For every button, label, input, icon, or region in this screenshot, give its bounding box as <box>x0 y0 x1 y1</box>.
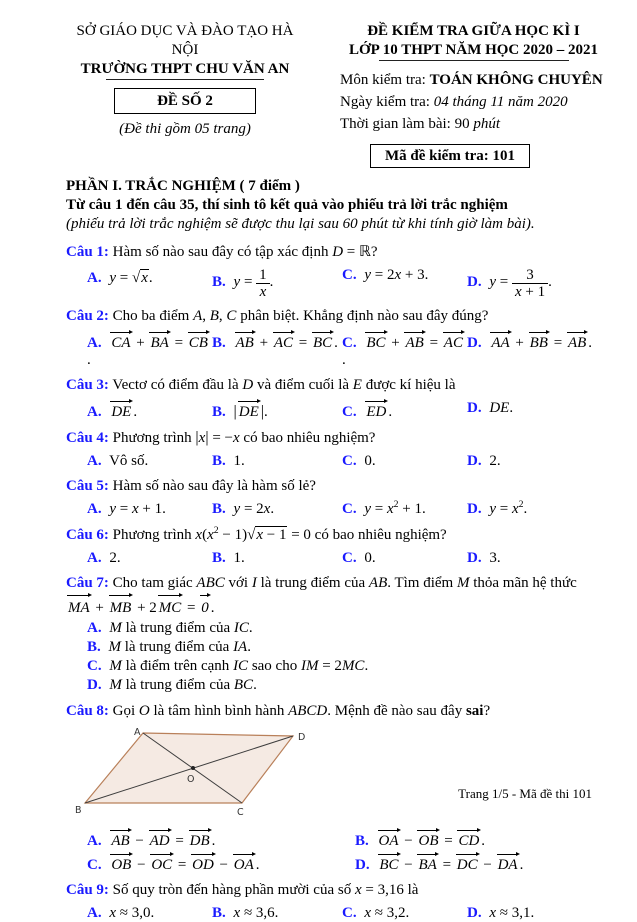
option-letter: D. <box>467 400 482 417</box>
question-3 <box>66 375 607 421</box>
question-text: Vectơ có điểm đầu là D và điểm cuối là E được kí hiệu là <box>112 377 456 394</box>
option-c <box>342 331 467 369</box>
question-stem <box>66 880 607 901</box>
option-b <box>212 550 342 567</box>
vertex-label-a: A <box>134 727 141 739</box>
option-letter: C. <box>342 335 357 352</box>
option-c <box>342 550 467 567</box>
department-name: SỞ GIÁO DỤC VÀ ĐÀO TẠO HÀ NỘI <box>76 23 294 58</box>
subject-line: Môn kiểm tra: TOÁN KHÔNG CHUYÊN <box>340 72 603 88</box>
option-letter: D. <box>467 274 482 291</box>
option-letter: B. <box>87 639 101 656</box>
question-number: Câu 6: <box>66 527 109 544</box>
option-text: M là trung điểm của IC. <box>109 620 253 637</box>
instruction-line: Từ câu 1 đến câu 35, thí sinh tô kết quả vào phiếu trả lời trắc nghiệm <box>66 197 508 213</box>
option-letter: B. <box>212 453 226 470</box>
option-d <box>467 453 607 470</box>
option-a <box>87 829 355 850</box>
option-text: $y = x^2 + 1$. <box>364 499 426 518</box>
option-letter: B. <box>355 833 369 850</box>
option-letter: A. <box>87 550 102 567</box>
option-text: 2. <box>489 453 501 470</box>
question-stem <box>66 427 607 449</box>
option-text: M là điểm trên cạnh IC sao cho IM = 2MC. <box>109 658 369 675</box>
option-text: y = 2x + 3. <box>364 267 429 283</box>
question-7 <box>66 573 607 695</box>
option-a <box>87 501 212 518</box>
option-letter: A. <box>87 501 102 518</box>
option-letter: D. <box>355 857 370 874</box>
question-number: Câu 9: <box>66 882 109 899</box>
question-2 <box>66 306 607 369</box>
option-text: x ≈ 3,1. <box>489 905 535 922</box>
question-6 <box>66 524 607 567</box>
options <box>87 501 607 518</box>
option-text: 3. <box>489 550 501 567</box>
question-stem <box>66 306 607 327</box>
option-text: DE. <box>489 400 514 417</box>
option-text: CA + BA = CB. <box>87 335 208 369</box>
option-letter: A. <box>87 620 102 637</box>
option-letter: C. <box>87 857 102 874</box>
option-letter: C. <box>342 501 357 518</box>
options <box>87 267 607 300</box>
exam-title-line1: ĐỀ KIỂM TRA GIỮA HỌC KÌ I <box>367 23 580 39</box>
option-text: OB − OC = OD − OA . <box>111 857 260 874</box>
school-name: TRƯỜNG THPT CHU VĂN AN <box>80 61 290 77</box>
question-text: Phương trình $x(x^2 - 1)√x - 1 = 0$ có bao nhiêu nghiệm? <box>112 525 447 544</box>
options <box>87 400 607 421</box>
option-c <box>342 453 467 470</box>
option-text: BC + AB = AC. <box>342 335 463 369</box>
option-text: 0. <box>364 453 376 470</box>
question-text: Cho tam giác ABC với I là trung điểm của AB. Tìm điểm M thỏa mãn hệ thức MA + MB + 2 MC = 0 . <box>66 575 577 616</box>
option-text: y = x + 1. <box>109 501 166 518</box>
option-letter: D. <box>467 335 482 352</box>
option-text: x ≈ 3,2. <box>364 905 410 922</box>
question-text: Gọi O là tâm hình bình hành ABCD. Mệnh đề nào sau đây sai? <box>112 703 491 720</box>
option-a <box>87 619 607 638</box>
options <box>87 331 607 369</box>
option-b <box>212 400 342 421</box>
option-letter: B. <box>212 335 226 352</box>
option-c <box>342 267 467 284</box>
option-b <box>212 267 342 300</box>
duration-line: Thời gian làm bài: 90 phút <box>340 116 500 132</box>
question-number: Câu 1: <box>66 244 109 260</box>
option-b <box>87 638 607 657</box>
option-text: OA − OB = CD . <box>378 833 486 850</box>
option-letter: A. <box>87 905 102 922</box>
exam-header <box>66 22 607 168</box>
center-label-o: O <box>187 774 195 786</box>
option-letter: D. <box>467 501 482 518</box>
option-text: 0. <box>364 550 376 567</box>
option-d <box>467 400 607 417</box>
option-text: Vô số. <box>109 453 149 470</box>
pages-note: (Đề thi gồm 05 trang) <box>119 121 251 137</box>
center-point <box>191 766 195 770</box>
option-a <box>87 400 212 421</box>
option-text: y = 2x. <box>233 501 275 518</box>
vertex-label-d: D <box>298 732 306 744</box>
option-d <box>467 905 607 922</box>
option-b <box>355 829 607 850</box>
option-letter: C. <box>342 404 357 421</box>
option-letter: D. <box>87 677 102 694</box>
date-line: Ngày kiểm tra: 04 tháng 11 năm 2020 <box>340 94 568 110</box>
title-underline <box>379 60 569 61</box>
option-d <box>467 550 607 567</box>
exam-code-box: Mã đề kiểm tra: 101 <box>370 144 530 168</box>
parallelogram-figure <box>68 725 607 824</box>
option-letter: C. <box>342 550 357 567</box>
option-c <box>87 657 607 676</box>
header-left-block <box>66 22 304 168</box>
option-letter: B. <box>212 905 226 922</box>
option-letter: A. <box>87 404 102 421</box>
option-a <box>87 905 212 922</box>
option-d <box>355 853 607 874</box>
option-text: M là trung điểm của BC. <box>109 677 257 694</box>
page-footer: Trang 1/5 - Mã đề thi 101 <box>458 786 592 801</box>
option-letter: B. <box>212 501 226 518</box>
question-stem <box>66 524 607 546</box>
option-letter: A. <box>87 335 102 352</box>
header-right-block <box>304 22 607 168</box>
exam-number-box: ĐỀ SỐ 2 <box>114 88 256 114</box>
option-letter: D. <box>467 905 482 922</box>
option-a <box>87 331 212 369</box>
question-stem <box>66 573 607 619</box>
question-text: Cho ba điểm A, B, C phân biệt. Khẳng định nào sau đây đúng? <box>112 308 489 325</box>
option-c <box>342 905 467 922</box>
option-b <box>212 905 342 922</box>
question-stem <box>66 476 607 497</box>
option-text: 1. <box>233 453 245 470</box>
option-text: 1. <box>233 550 245 567</box>
option-text: DE . <box>111 404 138 421</box>
option-text: AB + AC = BC . <box>235 335 338 352</box>
school-underline <box>106 79 264 80</box>
option-b <box>212 501 342 518</box>
options <box>87 550 607 567</box>
question-text: Hàm số nào sau đây có tập xác định D = ℝ? <box>112 244 378 260</box>
parallelogram-svg <box>68 725 320 819</box>
option-text: | DE |. <box>233 402 268 421</box>
option-c <box>87 853 355 874</box>
option-text: BC − BA = DC − DA . <box>379 857 524 874</box>
option-text: x ≈ 3,0. <box>109 905 155 922</box>
instruction-note: (phiếu trả lời trắc nghiệm sẽ được thu lại sau 60 phút từ khi tính giờ làm bài). <box>66 216 535 232</box>
question-number: Câu 4: <box>66 430 109 447</box>
option-text: x ≈ 3,6. <box>233 905 279 922</box>
options <box>87 829 607 874</box>
options <box>87 619 607 695</box>
option-d <box>467 501 607 518</box>
option-letter: A. <box>87 833 102 850</box>
question-9 <box>66 880 607 922</box>
options <box>87 453 607 470</box>
option-letter: C. <box>342 453 357 470</box>
option-letter: D. <box>467 550 482 567</box>
option-text: y = √x. <box>109 270 153 286</box>
option-b <box>212 453 342 470</box>
question-1 <box>66 242 607 300</box>
option-text: y = $\frac{3}{x + 1}$ . <box>489 267 552 301</box>
exam-title-line2: LỚP 10 THPT NĂM HỌC 2020 – 2021 <box>348 42 599 58</box>
option-letter: A. <box>87 270 102 286</box>
question-stem <box>66 242 607 263</box>
option-letter: B. <box>212 404 226 421</box>
question-text: Hàm số nào sau đây là hàm số lẻ? <box>112 478 316 495</box>
option-a <box>87 453 212 470</box>
question-stem <box>66 701 607 722</box>
option-letter: D. <box>467 453 482 470</box>
option-b <box>212 331 342 352</box>
options <box>87 905 607 922</box>
option-text: AB − AD = DB . <box>111 833 216 850</box>
option-letter: C. <box>342 267 357 283</box>
question-list <box>66 242 607 922</box>
option-text: $y = x^2$. <box>489 499 528 518</box>
vertex-label-b: B <box>75 805 82 817</box>
question-4 <box>66 427 607 470</box>
option-text: ED . <box>366 404 393 421</box>
option-text: M là trung điểm của IA. <box>108 639 251 656</box>
question-number: Câu 3: <box>66 377 109 394</box>
question-number: Câu 5: <box>66 478 109 495</box>
question-text: Phương trình |x| = −x có bao nhiêu nghiệm? <box>112 428 376 447</box>
option-letter: B. <box>212 274 226 291</box>
vertex-label-c: C <box>237 807 244 819</box>
option-d <box>467 267 607 300</box>
question-stem <box>66 375 607 396</box>
question-text: Số quy tròn đến hàng phần mười của số x = 3,16 là <box>112 882 419 899</box>
option-letter: C. <box>87 658 102 675</box>
option-letter: A. <box>87 453 102 470</box>
option-letter: C. <box>342 905 357 922</box>
option-text: AA + BB = AB . <box>491 335 593 352</box>
question-number: Câu 7: <box>66 575 109 592</box>
question-number: Câu 2: <box>66 308 109 325</box>
option-a <box>87 550 212 567</box>
part-title: PHẦN I. TRẮC NGHIỆM ( 7 điểm ) <box>66 178 300 194</box>
option-c <box>342 501 467 518</box>
option-d <box>87 676 607 695</box>
question-5 <box>66 476 607 518</box>
option-c <box>342 400 467 421</box>
option-text: 2. <box>109 550 121 567</box>
option-d <box>467 331 607 352</box>
option-letter: B. <box>212 550 226 567</box>
option-a <box>87 267 212 287</box>
option-text: y = $\frac{1}{x}$ . <box>233 267 274 301</box>
question-number: Câu 8: <box>66 703 109 720</box>
